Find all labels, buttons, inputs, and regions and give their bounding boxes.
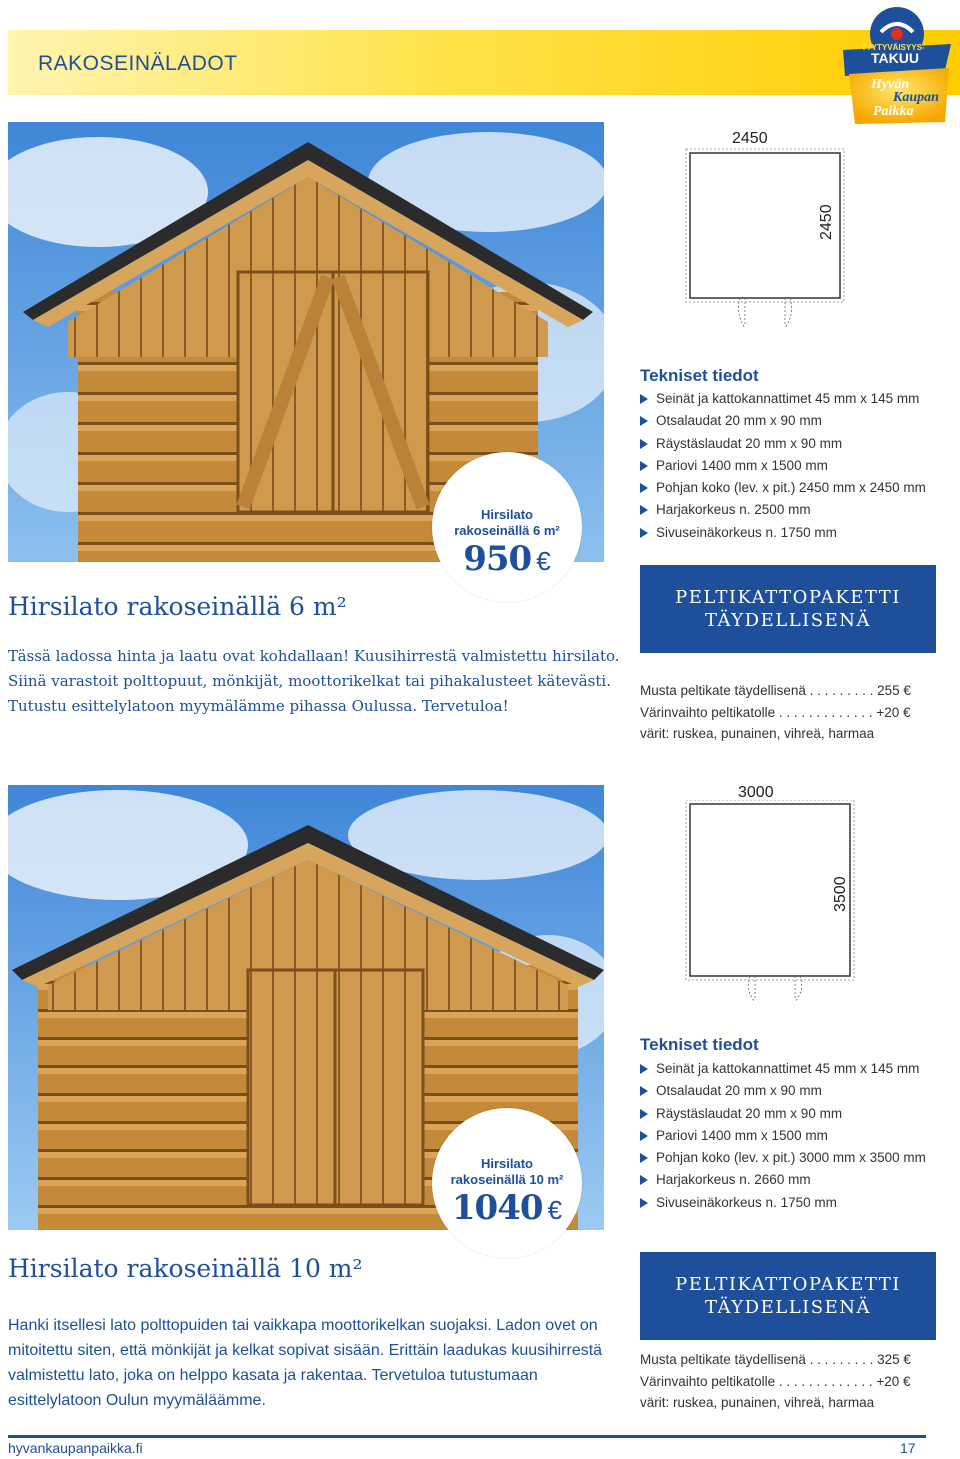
list-item: Pohjan koko (lev. x pit.) 2450 mm x 2450 mm <box>640 477 926 499</box>
product-description-10m2: Hanki itsellesi lato polttopuiden tai vaikkapa moottorikelkan suojaksi. Ladon ovet on mitoitettu siten, että mönkijät ja kelkat sopivat sisään. Erittäin laadukas kuusihirrestä valmistettu lato, joka on helppo kasata ja rakentaa. Tervetuloa tutustumaan esittelylatoon Oulun myymäläämme. <box>8 1317 603 1409</box>
price-label-line1: Hirsilato <box>480 507 533 522</box>
arrow-right-icon <box>640 439 648 449</box>
price-value: 1040 <box>451 1188 543 1228</box>
specs-title: Tekniset tiedot <box>640 366 759 385</box>
list-item: Sivuseinäkorkeus n. 1750 mm <box>640 1192 926 1214</box>
arrow-right-icon <box>640 394 648 404</box>
page-number: 17 <box>900 1440 916 1456</box>
roof-item-black: Musta peltikate täydellisenä . . . . . . . . . 255 € <box>640 683 911 698</box>
footer-divider <box>8 1435 926 1438</box>
list-item: Otsalaudat 20 mm x 90 mm <box>640 1080 926 1102</box>
arrow-right-icon <box>640 505 648 515</box>
roof-package-line1: PELTIKATTOPAKETTI <box>675 587 901 608</box>
list-item: Pariovi 1400 mm x 1500 mm <box>640 1125 926 1147</box>
specs-list <box>640 1058 926 1214</box>
list-item: Pohjan koko (lev. x pit.) 3000 mm x 3500 mm <box>640 1147 926 1169</box>
plan-width-label: 2450 <box>732 130 768 147</box>
roof-package-box <box>640 565 936 653</box>
roof-package-prices <box>640 680 911 745</box>
list-item: Räystäslaudat 20 mm x 90 mm <box>640 433 926 455</box>
arrow-right-icon <box>640 483 648 493</box>
guarantee-badge-icon <box>835 4 955 124</box>
page-title: RAKOSEINÄLADOT <box>38 52 238 75</box>
roof-item-color-change: Värinvaihto peltikatolle . . . . . . . . . . . . . +20 € <box>640 1373 911 1389</box>
arrow-right-icon <box>640 1175 648 1185</box>
roof-package-line2: TÄYDELLISENÄ <box>705 610 871 631</box>
list-item: Seinät ja kattokannattimet 45 mm x 145 mm <box>640 1058 926 1080</box>
specs-title: Tekniset tiedot <box>640 1035 759 1054</box>
price-label-line2: rakoseinällä 6 m² <box>454 523 560 538</box>
arrow-right-icon <box>640 528 648 538</box>
price-label-line2: rakoseinällä 10 m² <box>450 1172 564 1187</box>
currency-symbol: € <box>547 1195 563 1225</box>
arrow-right-icon <box>640 461 648 471</box>
price-badge-10m2 <box>432 1108 582 1258</box>
product-description-6m2: Tässä ladossa hinta ja laatu ovat kohdallaan! Kuusihirrestä valmistettu hirsilato. Siinä varastoit polttopuut, mönkijät, moottorikelkat tai pihakalusteet kätevästi. Tutustu esittelylatoon myymälämme pihassa Oulussa. Tervetuloa! <box>8 647 620 715</box>
product-title-10m2: Hirsilato rakoseinällä 10 m² <box>8 1254 363 1283</box>
list-item: Räystäslaudat 20 mm x 90 mm <box>640 1103 926 1125</box>
arrow-right-icon <box>640 1153 648 1163</box>
list-item: Harjakorkeus n. 2660 mm <box>640 1169 926 1191</box>
price-badge-6m2 <box>432 452 582 602</box>
roof-package-prices <box>640 1349 911 1414</box>
list-item: Harjakorkeus n. 2500 mm <box>640 499 926 521</box>
floor-plan-10m2 <box>640 800 860 1010</box>
roof-item-color-change: Värinvaihto peltikatolle . . . . . . . . . . . . . +20 € <box>640 704 911 720</box>
roof-package-line1: PELTIKATTOPAKETTI <box>675 1274 901 1295</box>
svg-text:TAKUU: TAKUU <box>871 50 919 66</box>
roof-package-box <box>640 1252 936 1340</box>
arrow-right-icon <box>640 1086 648 1096</box>
roof-item-black: Musta peltikate täydellisenä . . . . . . . . . 325 € <box>640 1352 911 1367</box>
plan-depth-label: 2450 <box>818 204 835 240</box>
footer-url-link[interactable]: hyvankaupanpaikka.fi <box>8 1440 143 1456</box>
list-item: Otsalaudat 20 mm x 90 mm <box>640 410 926 432</box>
svg-text:Kaupan: Kaupan <box>893 90 939 105</box>
list-item: Seinät ja kattokannattimet 45 mm x 145 mm <box>640 388 926 410</box>
price-label-line1: Hirsilato <box>480 1156 533 1171</box>
arrow-right-icon <box>640 1131 648 1141</box>
arrow-right-icon <box>640 1109 648 1119</box>
price-value: 950 <box>463 539 532 579</box>
arrow-right-icon <box>640 1198 648 1208</box>
svg-text:Hyvän: Hyvän <box>871 77 910 92</box>
arrow-right-icon <box>640 416 648 426</box>
roof-package-line2: TÄYDELLISENÄ <box>705 1297 871 1318</box>
svg-text:Paikka: Paikka <box>873 104 914 119</box>
list-item: Pariovi 1400 mm x 1500 mm <box>640 455 926 477</box>
list-item: Sivuseinäkorkeus n. 1750 mm <box>640 522 926 544</box>
specs-list <box>640 388 926 544</box>
plan-width-label: 3000 <box>738 784 774 801</box>
roof-colors: värit: ruskea, punainen, vihreä, harmaa <box>640 1395 875 1410</box>
svg-text:TYYTYVÄISYYS-: TYYTYVÄISYYS- <box>861 43 925 52</box>
currency-symbol: € <box>536 546 551 576</box>
floor-plan-6m2 <box>640 148 860 348</box>
roof-colors: värit: ruskea, punainen, vihreä, harmaa <box>640 726 875 741</box>
product-title-6m2: Hirsilato rakoseinällä 6 m² <box>8 592 347 621</box>
arrow-right-icon <box>640 1064 648 1074</box>
plan-depth-label: 3500 <box>832 876 849 912</box>
